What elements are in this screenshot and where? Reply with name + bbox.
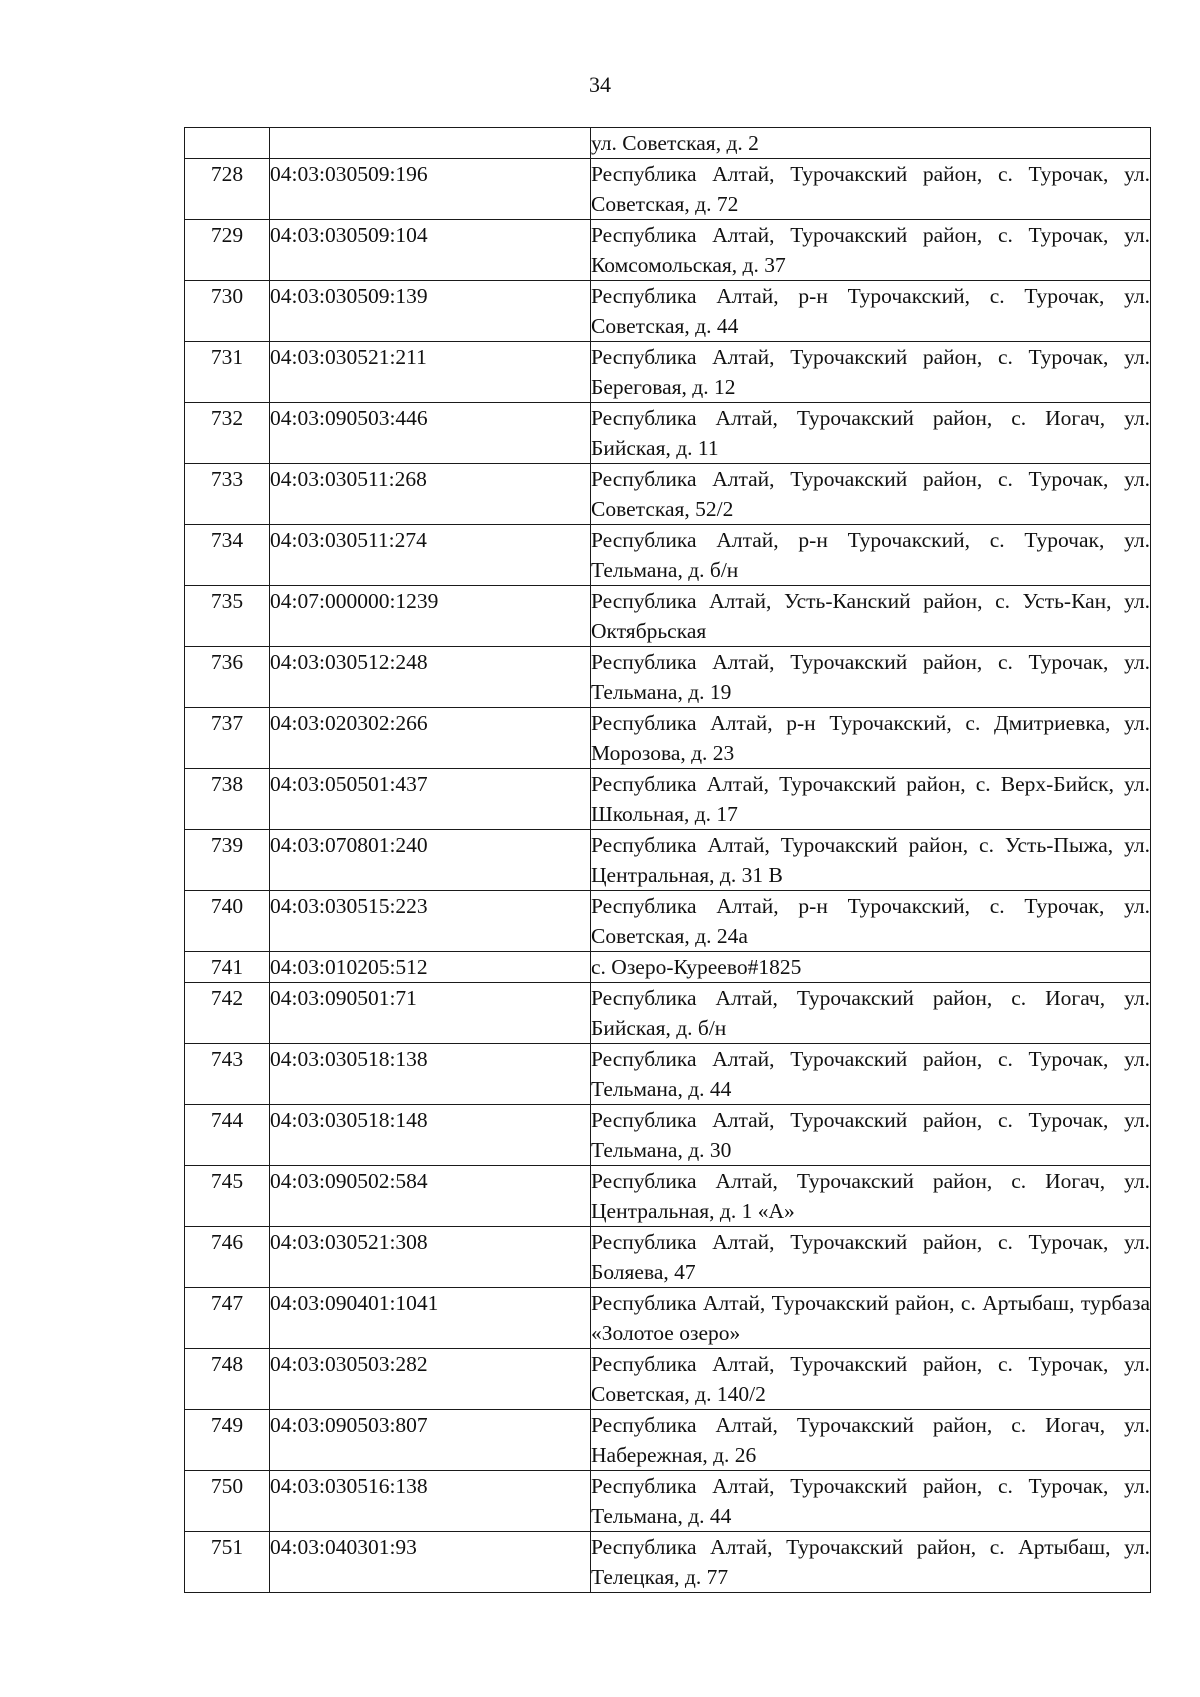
table-row	[185, 708, 1151, 769]
registry-table	[184, 127, 1151, 1593]
row-number: 732	[185, 403, 270, 464]
cadastral-number	[270, 128, 591, 159]
table-row	[185, 1044, 1151, 1105]
registry-table-body	[185, 128, 1151, 1593]
address: Республика Алтай, Турочакский район, с. Верх-Бийск, ул. Школьная, д. 17	[591, 769, 1151, 830]
table-row	[185, 952, 1151, 983]
table-row	[185, 342, 1151, 403]
table-row	[185, 281, 1151, 342]
page-number: 34	[589, 72, 611, 97]
row-number: 744	[185, 1105, 270, 1166]
table-row	[185, 1288, 1151, 1349]
address: с. Озеро-Куреево#1825	[591, 952, 1151, 983]
cadastral-number: 04:03:040301:93	[270, 1532, 591, 1593]
address: Республика Алтай, Турочакский район, с. Иогач, ул. Бийская, д. 11	[591, 403, 1151, 464]
row-number: 728	[185, 159, 270, 220]
row-number: 745	[185, 1166, 270, 1227]
table-row	[185, 769, 1151, 830]
cadastral-number: 04:03:090501:71	[270, 983, 591, 1044]
cadastral-number: 04:03:030509:196	[270, 159, 591, 220]
row-number: 741	[185, 952, 270, 983]
table-row	[185, 830, 1151, 891]
cadastral-number: 04:03:030511:274	[270, 525, 591, 586]
cadastral-number: 04:03:090401:1041	[270, 1288, 591, 1349]
row-number: 740	[185, 891, 270, 952]
address: Республика Алтай, Турочакский район, с. Усть-Пыжа, ул. Центральная, д. 31 В	[591, 830, 1151, 891]
table-row	[185, 128, 1151, 159]
cadastral-number: 04:03:030512:248	[270, 647, 591, 708]
cadastral-number: 04:03:030518:148	[270, 1105, 591, 1166]
table-row	[185, 1166, 1151, 1227]
address: Республика Алтай, Турочакский район, с. Иогач, ул. Центральная, д. 1 «А»	[591, 1166, 1151, 1227]
cadastral-number: 04:03:010205:512	[270, 952, 591, 983]
cadastral-number: 04:03:090503:807	[270, 1410, 591, 1471]
address: Республика Алтай, р-н Турочакский, с. Турочак, ул. Советская, д. 44	[591, 281, 1151, 342]
address: Республика Алтай, Турочакский район, с. Артыбаш, турбаза «Золотое озеро»	[591, 1288, 1151, 1349]
address: Республика Алтай, Турочакский район, с. Турочак, ул. Советская, д. 140/2	[591, 1349, 1151, 1410]
row-number: 748	[185, 1349, 270, 1410]
address: Республика Алтай, р-н Турочакский, с. Турочак, ул. Советская, д. 24а	[591, 891, 1151, 952]
address: Республика Алтай, Турочакский район, с. Турочак, ул. Тельмана, д. 30	[591, 1105, 1151, 1166]
table-row	[185, 220, 1151, 281]
row-number: 749	[185, 1410, 270, 1471]
cadastral-number: 04:03:030509:139	[270, 281, 591, 342]
row-number: 736	[185, 647, 270, 708]
table-row	[185, 1105, 1151, 1166]
row-number: 747	[185, 1288, 270, 1349]
cadastral-number: 04:07:000000:1239	[270, 586, 591, 647]
table-row	[185, 159, 1151, 220]
row-number: 738	[185, 769, 270, 830]
cadastral-number: 04:03:090502:584	[270, 1166, 591, 1227]
row-number: 731	[185, 342, 270, 403]
row-number: 735	[185, 586, 270, 647]
table-row	[185, 1227, 1151, 1288]
row-number: 734	[185, 525, 270, 586]
address: Республика Алтай, Турочакский район, с. Турочак, ул. Боляева, 47	[591, 1227, 1151, 1288]
row-number: 737	[185, 708, 270, 769]
table-row	[185, 464, 1151, 525]
table-row	[185, 1349, 1151, 1410]
address: Республика Алтай, Усть-Канский район, с. Усть-Кан, ул. Октябрьская	[591, 586, 1151, 647]
cadastral-number: 04:03:020302:266	[270, 708, 591, 769]
cadastral-number: 04:03:030521:211	[270, 342, 591, 403]
cadastral-number: 04:03:030511:268	[270, 464, 591, 525]
table-row	[185, 525, 1151, 586]
cadastral-number: 04:03:030518:138	[270, 1044, 591, 1105]
address: Республика Алтай, р-н Турочакский, с. Дмитриевка, ул. Морозова, д. 23	[591, 708, 1151, 769]
cadastral-number: 04:03:030509:104	[270, 220, 591, 281]
row-number: 733	[185, 464, 270, 525]
address: Республика Алтай, Турочакский район, с. Турочак, ул. Комсомольская, д. 37	[591, 220, 1151, 281]
cadastral-number: 04:03:030515:223	[270, 891, 591, 952]
table-row	[185, 586, 1151, 647]
row-number: 751	[185, 1532, 270, 1593]
address: Республика Алтай, Турочакский район, с. Турочак, ул. Советская, 52/2	[591, 464, 1151, 525]
table-row	[185, 1532, 1151, 1593]
address: Республика Алтай, Турочакский район, с. Турочак, ул. Тельмана, д. 44	[591, 1471, 1151, 1532]
row-number: 730	[185, 281, 270, 342]
row-number: 750	[185, 1471, 270, 1532]
table-row	[185, 647, 1151, 708]
address: ул. Советская, д. 2	[591, 128, 1151, 159]
table-row	[185, 1410, 1151, 1471]
address: Республика Алтай, Турочакский район, с. Турочак, ул. Тельмана, д. 19	[591, 647, 1151, 708]
table-row	[185, 1471, 1151, 1532]
address: Республика Алтай, Турочакский район, с. Турочак, ул. Береговая, д. 12	[591, 342, 1151, 403]
address: Республика Алтай, р-н Турочакский, с. Турочак, ул. Тельмана, д. б/н	[591, 525, 1151, 586]
cadastral-number: 04:03:030521:308	[270, 1227, 591, 1288]
cadastral-number: 04:03:090503:446	[270, 403, 591, 464]
cadastral-number: 04:03:030503:282	[270, 1349, 591, 1410]
row-number: 746	[185, 1227, 270, 1288]
row-number: 739	[185, 830, 270, 891]
address: Республика Алтай, Турочакский район, с. Турочак, ул. Советская, д. 72	[591, 159, 1151, 220]
cadastral-number: 04:03:070801:240	[270, 830, 591, 891]
address: Республика Алтай, Турочакский район, с. Турочак, ул. Тельмана, д. 44	[591, 1044, 1151, 1105]
row-number: 743	[185, 1044, 270, 1105]
cadastral-number: 04:03:050501:437	[270, 769, 591, 830]
row-number: 729	[185, 220, 270, 281]
table-row	[185, 891, 1151, 952]
address: Республика Алтай, Турочакский район, с. Иогач, ул. Набережная, д. 26	[591, 1410, 1151, 1471]
address: Республика Алтай, Турочакский район, с. Иогач, ул. Бийская, д. б/н	[591, 983, 1151, 1044]
row-number: 742	[185, 983, 270, 1044]
table-row	[185, 403, 1151, 464]
cadastral-number: 04:03:030516:138	[270, 1471, 591, 1532]
table-row	[185, 983, 1151, 1044]
row-number	[185, 128, 270, 159]
address: Республика Алтай, Турочакский район, с. Артыбаш, ул. Телецкая, д. 77	[591, 1532, 1151, 1593]
